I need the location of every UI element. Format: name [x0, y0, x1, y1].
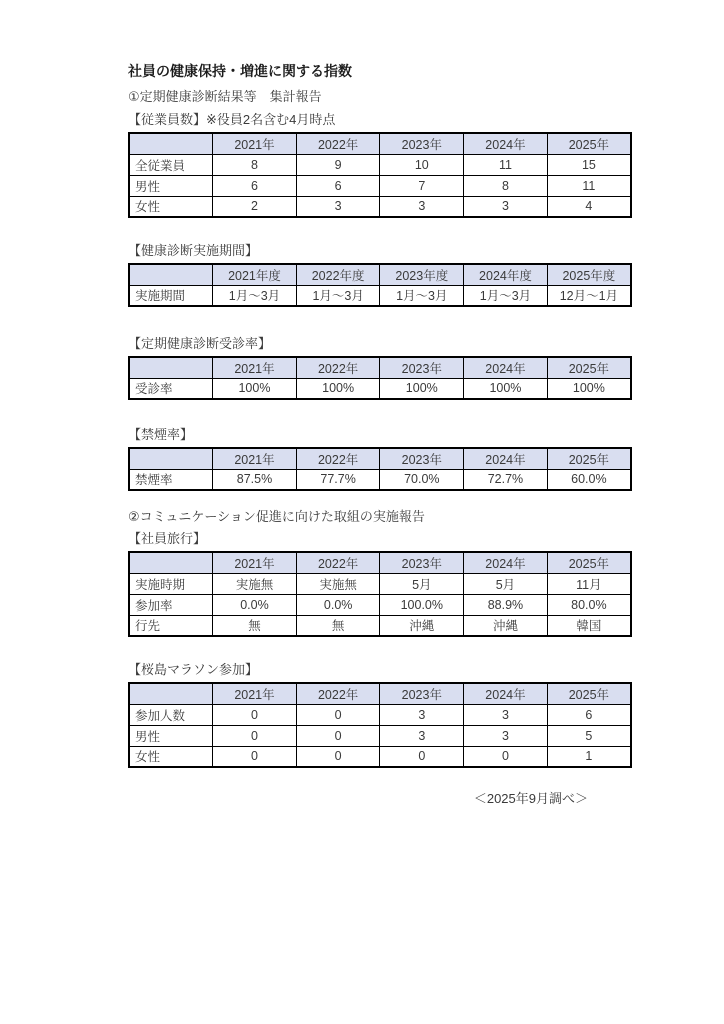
value-cell: 0.0%: [296, 594, 380, 615]
table-sakurajima-marathon: [128, 682, 632, 768]
value-cell: 3: [380, 704, 464, 725]
header-row: [129, 264, 631, 285]
row-label-cell: 女性: [129, 196, 213, 217]
value-cell: 0: [380, 746, 464, 767]
year-header-cell: 2023年: [380, 552, 464, 573]
value-cell: 0: [213, 725, 297, 746]
row-label-cell: 受診率: [129, 378, 213, 399]
table-row: [129, 594, 631, 615]
table-caption-company-trip: 【社員旅行】: [128, 531, 207, 546]
value-cell: 11: [464, 154, 548, 175]
value-cell: 9: [296, 154, 380, 175]
row-label-cell: 男性: [129, 725, 213, 746]
table-row: [129, 469, 631, 490]
table-row: [129, 615, 631, 636]
year-header-cell: 2024年度: [464, 264, 548, 285]
data-table-sakurajima-marathon: [128, 682, 632, 768]
value-cell: 8: [213, 154, 297, 175]
value-cell: 15: [547, 154, 631, 175]
page-title: 社員の健康保持・増進に関する指数: [128, 63, 352, 79]
year-header-cell: 2025年: [547, 552, 631, 573]
value-cell: 100%: [213, 378, 297, 399]
value-cell: 100%: [547, 378, 631, 399]
value-cell: 0: [296, 746, 380, 767]
value-cell: 5月: [464, 573, 548, 594]
year-header-cell: 2022年度: [296, 264, 380, 285]
table-caption-checkup-period: 【健康診断実施期間】: [128, 243, 259, 258]
corner-header-cell: [129, 552, 213, 573]
value-cell: 70.0%: [380, 469, 464, 490]
value-cell: 1月～3月: [464, 285, 548, 306]
year-header-cell: 2021年: [213, 683, 297, 704]
value-cell: 1月～3月: [380, 285, 464, 306]
year-header-cell: 2025年: [547, 133, 631, 154]
row-label-cell: 行先: [129, 615, 213, 636]
year-header-cell: 2021年: [213, 357, 297, 378]
value-cell: 60.0%: [547, 469, 631, 490]
year-header-cell: 2022年: [296, 552, 380, 573]
table-row: [129, 725, 631, 746]
value-cell: 沖縄: [464, 615, 548, 636]
value-cell: 1月～3月: [296, 285, 380, 306]
survey-date-note: ＜2025年9月調べ＞: [473, 791, 588, 806]
document-content: [128, 60, 632, 808]
data-table-checkup-rate: [128, 356, 632, 400]
year-header-cell: 2022年: [296, 683, 380, 704]
table-caption-nonsmoking-rate: 【禁煙率】: [128, 427, 194, 442]
value-cell: 6: [213, 175, 297, 196]
value-cell: 3: [464, 196, 548, 217]
table-employee-count: [128, 132, 632, 218]
year-header-cell: 2021年度: [213, 264, 297, 285]
value-cell: 11月: [547, 573, 631, 594]
table-row: [129, 196, 631, 217]
value-cell: 11: [547, 175, 631, 196]
header-row: [129, 552, 631, 573]
year-header-cell: 2023年度: [380, 264, 464, 285]
section1-heading: ①定期健康診断結果等 集計報告: [128, 89, 322, 104]
data-table-nonsmoking-rate: [128, 447, 632, 491]
value-cell: 無: [296, 615, 380, 636]
header-row: [129, 683, 631, 704]
section2-heading: ②コミュニケーション促進に向けた取組の実施報告: [128, 509, 425, 524]
year-header-cell: 2024年: [464, 683, 548, 704]
year-header-cell: 2023年: [380, 357, 464, 378]
value-cell: 0: [296, 725, 380, 746]
value-cell: 3: [464, 704, 548, 725]
value-cell: 0: [213, 746, 297, 767]
value-cell: 実施無: [213, 573, 297, 594]
corner-header-cell: [129, 264, 213, 285]
table-row: [129, 746, 631, 767]
year-header-cell: 2022年: [296, 357, 380, 378]
data-table-employee-count: [128, 132, 632, 218]
table-nonsmoking-rate: [128, 447, 632, 491]
row-label-cell: 男性: [129, 175, 213, 196]
year-header-cell: 2021年: [213, 552, 297, 573]
header-row: [129, 133, 631, 154]
value-cell: 沖縄: [380, 615, 464, 636]
table-row: [129, 285, 631, 306]
data-table-checkup-period: [128, 263, 632, 307]
value-cell: 100%: [464, 378, 548, 399]
year-header-cell: 2024年: [464, 448, 548, 469]
value-cell: 87.5%: [213, 469, 297, 490]
table-checkup-period: [128, 263, 632, 307]
table-row: [129, 154, 631, 175]
year-header-cell: 2024年: [464, 133, 548, 154]
corner-header-cell: [129, 357, 213, 378]
value-cell: 0: [213, 704, 297, 725]
corner-header-cell: [129, 448, 213, 469]
year-header-cell: 2024年: [464, 357, 548, 378]
value-cell: 77.7%: [296, 469, 380, 490]
year-header-cell: 2022年: [296, 133, 380, 154]
year-header-cell: 2024年: [464, 552, 548, 573]
table-company-trip: [128, 551, 632, 637]
table-checkup-rate: [128, 356, 632, 400]
year-header-cell: 2025年度: [547, 264, 631, 285]
value-cell: 10: [380, 154, 464, 175]
table-caption-sakurajima-marathon: 【桜島マラソン参加】: [128, 662, 259, 677]
row-label-cell: 女性: [129, 746, 213, 767]
value-cell: 100%: [296, 378, 380, 399]
table-row: [129, 378, 631, 399]
value-cell: 80.0%: [547, 594, 631, 615]
value-cell: 3: [380, 196, 464, 217]
value-cell: 6: [547, 704, 631, 725]
value-cell: 0.0%: [213, 594, 297, 615]
value-cell: 12月～1月: [547, 285, 631, 306]
value-cell: 1月～3月: [213, 285, 297, 306]
table-row: [129, 704, 631, 725]
year-header-cell: 2022年: [296, 448, 380, 469]
value-cell: 1: [547, 746, 631, 767]
corner-header-cell: [129, 683, 213, 704]
corner-header-cell: [129, 133, 213, 154]
value-cell: 3: [380, 725, 464, 746]
value-cell: 88.9%: [464, 594, 548, 615]
table-caption-employee-count: 【従業員数】※役員2名含む4月時点: [128, 112, 336, 127]
value-cell: 5: [547, 725, 631, 746]
value-cell: 4: [547, 196, 631, 217]
value-cell: 0: [296, 704, 380, 725]
value-cell: 実施無: [296, 573, 380, 594]
value-cell: 0: [464, 746, 548, 767]
row-label-cell: 実施時期: [129, 573, 213, 594]
year-header-cell: 2023年: [380, 448, 464, 469]
data-table-company-trip: [128, 551, 632, 637]
value-cell: 8: [464, 175, 548, 196]
row-label-cell: 実施期間: [129, 285, 213, 306]
value-cell: 3: [296, 196, 380, 217]
value-cell: 2: [213, 196, 297, 217]
value-cell: 100%: [380, 378, 464, 399]
value-cell: 6: [296, 175, 380, 196]
year-header-cell: 2021年: [213, 133, 297, 154]
value-cell: 無: [213, 615, 297, 636]
year-header-cell: 2021年: [213, 448, 297, 469]
header-row: [129, 357, 631, 378]
header-row: [129, 448, 631, 469]
value-cell: 7: [380, 175, 464, 196]
value-cell: 100.0%: [380, 594, 464, 615]
table-row: [129, 175, 631, 196]
row-label-cell: 禁煙率: [129, 469, 213, 490]
year-header-cell: 2023年: [380, 133, 464, 154]
year-header-cell: 2025年: [547, 357, 631, 378]
value-cell: 5月: [380, 573, 464, 594]
year-header-cell: 2025年: [547, 448, 631, 469]
table-row: [129, 573, 631, 594]
value-cell: 3: [464, 725, 548, 746]
value-cell: 韓国: [547, 615, 631, 636]
table-caption-checkup-rate: 【定期健康診断受診率】: [128, 336, 272, 351]
value-cell: 72.7%: [464, 469, 548, 490]
row-label-cell: 全従業員: [129, 154, 213, 175]
year-header-cell: 2025年: [547, 683, 631, 704]
row-label-cell: 参加人数: [129, 704, 213, 725]
row-label-cell: 参加率: [129, 594, 213, 615]
year-header-cell: 2023年: [380, 683, 464, 704]
